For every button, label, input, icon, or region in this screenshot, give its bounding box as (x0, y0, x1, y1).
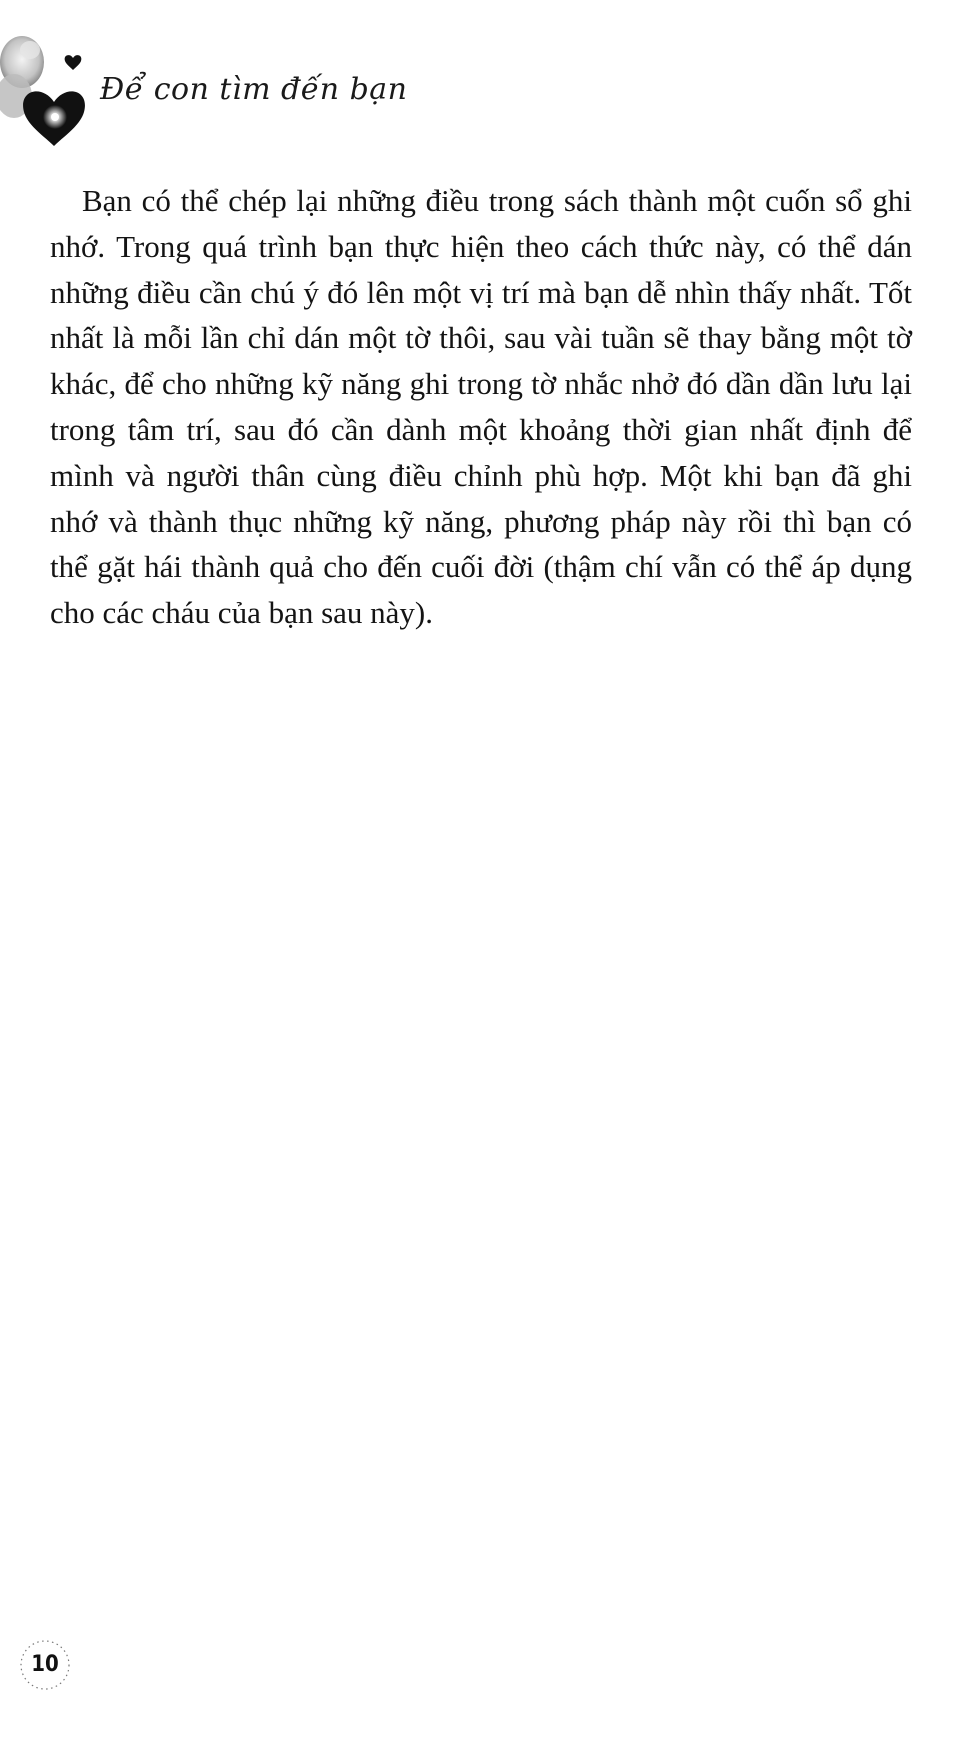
page-number: 10 (31, 1652, 59, 1677)
page-header (0, 20, 960, 150)
page-footer (18, 1638, 72, 1692)
running-title: Để con tìm đến bạn (100, 72, 408, 107)
body-paragraph: Bạn có thể chép lại những điều trong sách thành một cuốn sổ ghi nhớ. Trong quá trình bạn thực hiện theo cách thức này, có thể dán những điều cần chú ý đó lên một vị trí mà bạn dễ nhìn thấy nhất. Tốt nhất là mỗi lần chỉ dán một tờ thôi, sau vài tuần sẽ thay bằng một tờ khác, để cho những kỹ năng ghi trong tờ nhắc nhở đó dần dần lưu lại trong tâm trí, sau đó cần dành một khoảng thời gian nhất định để mình và người thân cùng điều chỉnh phù hợp. Một khi bạn đã ghi nhớ và thành thục những kỹ năng, phương pháp này rồi thì bạn có thể gặt hái thành quả cho đến cuối đời (thậm chí vẫn có thể áp dụng cho các cháu của bạn sau này). (50, 183, 912, 631)
heart-with-child-photo-icon (0, 20, 100, 150)
